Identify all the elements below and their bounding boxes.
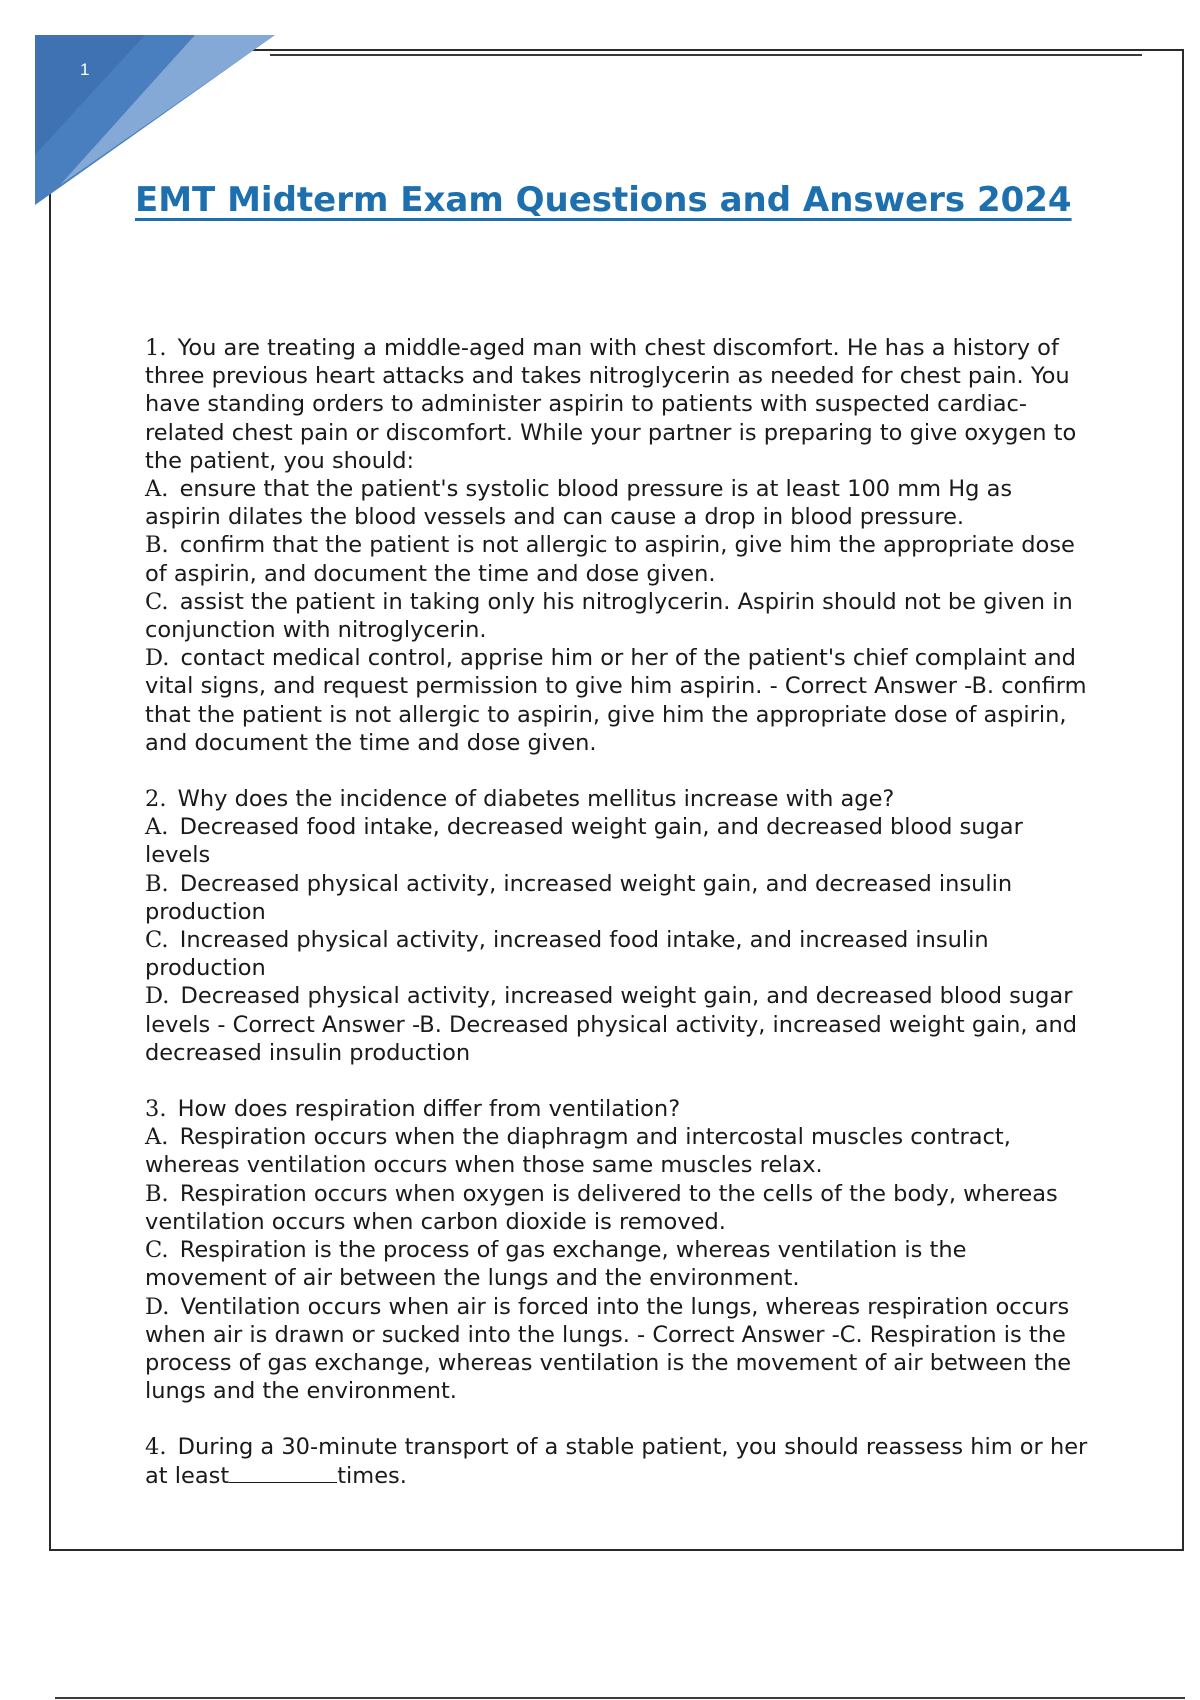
question-4 <box>145 1433 1095 1489</box>
question-number: 3. <box>145 1096 167 1123</box>
question-text: You are treating a middle-aged man with chest discomfort. He has a history of three previous heart attacks and takes nitroglycerin as needed for chest pain. You have standing orders to administer aspirin to patients with suspected cardiac-related chest pain or discomfort. While your partner is preparing to give oxygen to the patient, you should: <box>145 335 1077 474</box>
option-d <box>145 644 1095 757</box>
option-label: A. <box>145 814 169 841</box>
question-stem <box>145 1433 1095 1489</box>
question-3 <box>145 1095 1095 1405</box>
option-label: B. <box>145 532 169 559</box>
option-c <box>145 588 1095 644</box>
question-stem <box>145 334 1095 475</box>
question-number: 1. <box>145 335 167 361</box>
option-text: contact medical control, apprise him or her of the patient's chief complaint and vital signs, and request permission to give him aspirin. - Correct Answer -B. confirm that the patient is not allergic to aspirin, give him the appropriate dose of aspirin, and document the time and dose given. <box>145 645 1087 756</box>
option-c <box>145 1236 1095 1292</box>
option-label: C. <box>145 927 169 954</box>
header-rule <box>270 54 1142 56</box>
option-label: B. <box>145 870 169 897</box>
question-text: How does respiration differ from ventilation? <box>177 1096 681 1123</box>
question-2 <box>145 785 1095 1067</box>
option-c <box>145 926 1095 982</box>
question-text: During a 30-minute transport of a stable patient, you should reassess him or her at least <box>145 1434 1088 1489</box>
option-label: B. <box>145 1180 169 1207</box>
option-label: D. <box>145 645 170 672</box>
option-d <box>145 1293 1095 1406</box>
option-label: A. <box>145 1124 169 1151</box>
question-list <box>145 334 1095 1518</box>
option-text: Respiration occurs when the diaphragm and intercostal muscles contract, whereas ventilation occurs when those same muscles relax. <box>145 1124 1011 1179</box>
option-d <box>145 982 1095 1067</box>
footer-rule <box>55 1697 1185 1699</box>
option-text: Ventilation occurs when air is forced into the lungs, whereas respiration occurs when air is drawn or sucked into the lungs. - Correct Answer -C. Respiration is the process of gas exchange, whereas ventilation is the movement of air between the lungs and the environment. <box>145 1293 1072 1405</box>
option-label: C. <box>145 1237 169 1264</box>
answer-blank <box>229 1464 337 1483</box>
option-text: Decreased food intake, decreased weight gain, and decreased blood sugar levels <box>145 814 1023 869</box>
question-stem <box>145 1095 1095 1123</box>
option-a <box>145 1123 1095 1179</box>
option-label: C. <box>145 588 169 615</box>
option-label: A. <box>145 476 169 503</box>
option-b <box>145 1180 1095 1236</box>
option-text: Increased physical activity, increased food intake, and increased insulin production <box>145 927 989 982</box>
document-title: EMT Midterm Exam Questions and Answers 2024 <box>135 180 1072 220</box>
option-text: ensure that the patient's systolic blood pressure is at least 100 mm Hg as aspirin dilates the blood vessels and can cause a drop in blood pressure. <box>145 476 1013 531</box>
option-text: assist the patient in taking only his nitroglycerin. Aspirin should not be given in conjunction with nitroglycerin. <box>145 588 1073 644</box>
option-a <box>145 813 1095 869</box>
option-b <box>145 870 1095 926</box>
option-text: Respiration is the process of gas exchange, whereas ventilation is the movement of air between the lungs and the environment. <box>145 1237 967 1292</box>
option-a <box>145 475 1095 531</box>
option-text: confirm that the patient is not allergic to aspirin, give him the appropriate dose of aspirin, and document the time and dose given. <box>145 532 1075 587</box>
question-text: Why does the incidence of diabetes mellitus increase with age? <box>177 786 895 813</box>
question-stem <box>145 785 1095 813</box>
option-text: Decreased physical activity, increased weight gain, and decreased blood sugar levels - Correct Answer -B. Decreased physical activity, increased weight gain, and decreased insulin production <box>145 983 1078 1066</box>
question-number: 4. <box>145 1434 167 1461</box>
question-text-end: times. <box>337 1462 407 1489</box>
question-1 <box>145 334 1095 757</box>
option-label: D. <box>145 1293 170 1320</box>
option-label: D. <box>145 983 170 1010</box>
option-text: Decreased physical activity, increased weight gain, and decreased insulin production <box>145 870 1013 925</box>
question-number: 2. <box>145 786 167 813</box>
option-b <box>145 531 1095 587</box>
page-number: 1 <box>80 60 90 79</box>
option-text: Respiration occurs when oxygen is delivered to the cells of the body, whereas ventilation occurs when carbon dioxide is removed. <box>145 1180 1058 1235</box>
